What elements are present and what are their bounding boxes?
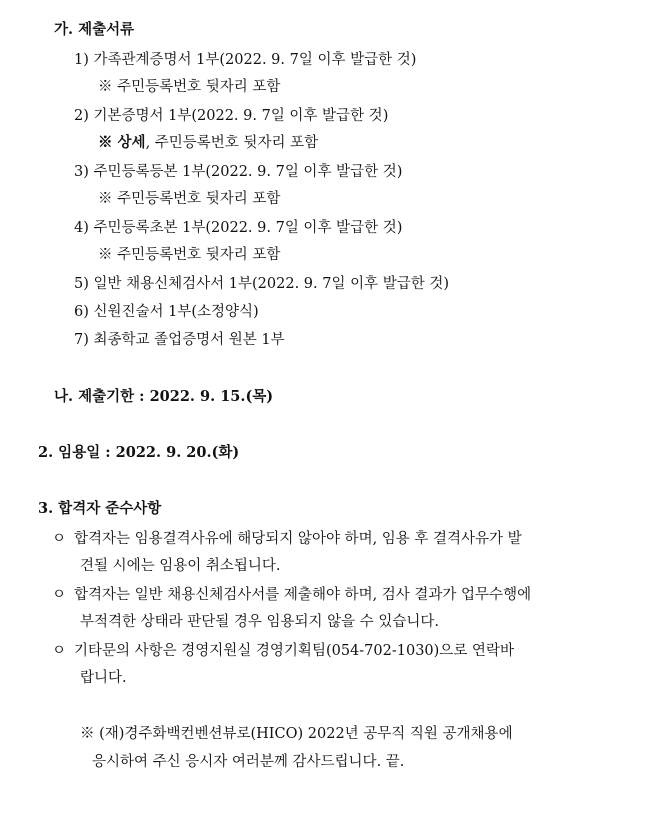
bullet-1-line1: 합격자는 임용결격사유에 해당되지 않아야 하며, 임용 후 결격사유가 발 [74, 531, 522, 547]
circle-bullet-icon: ㅇ [52, 643, 67, 659]
section-ga-title: 가. 제출서류 [54, 21, 135, 38]
doc-item-5: 5) 일반 채용신체검사서 1부(2022. 9. 7일 이후 발급한 것) [74, 276, 449, 292]
doc-item-7: 7) 최종학교 졸업증명서 원본 1부 [74, 332, 285, 348]
doc-item-2: 2) 기본증명서 1부(2022. 9. 7일 이후 발급한 것) [74, 108, 389, 124]
bullet-2 [52, 585, 531, 605]
closing-line-2: 응시하여 주신 응시자 여러분께 감사드립니다. 끝. [92, 754, 405, 770]
bullet-3-line1: 기타문의 사항은 경영지원실 경영기획팀(054-702-1030)으로 연락바 [74, 643, 514, 659]
doc-item-2-note [98, 133, 318, 153]
circle-bullet-icon: ㅇ [52, 587, 67, 603]
bullet-1-line2: 견될 시에는 임용이 취소됩니다. [80, 558, 281, 574]
doc-item-2-note-rest: , 주민등록번호 뒷자리 포함 [145, 135, 319, 151]
doc-item-1: 1) 가족관계증명서 1부(2022. 9. 7일 이후 발급한 것) [74, 52, 417, 68]
doc-item-4-note: ※ 주민등록번호 뒷자리 포함 [98, 247, 281, 263]
closing-line-1: ※ (재)경주화백컨벤션뷰로(HICO) 2022년 공무직 직원 공개채용에 [80, 726, 513, 742]
doc-item-1-note: ※ 주민등록번호 뒷자리 포함 [98, 79, 281, 95]
section-na-title: 나. 제출기한 : 2022. 9. 15.(목) [54, 388, 274, 405]
section-2-title: 2. 임용일 : 2022. 9. 20.(화) [38, 444, 240, 461]
section-3-title: 3. 합격자 준수사항 [38, 500, 162, 517]
bullet-3 [52, 641, 514, 661]
bullet-2-line2: 부적격한 상태라 판단될 경우 임용되지 않을 수 있습니다. [80, 614, 440, 630]
circle-bullet-icon: ㅇ [52, 531, 67, 547]
doc-item-2-note-bold: ※ 상세 [98, 134, 146, 151]
doc-item-3-note: ※ 주민등록번호 뒷자리 포함 [98, 191, 281, 207]
bullet-3-line2: 랍니다. [80, 670, 127, 686]
bullet-1 [52, 529, 522, 549]
doc-item-4: 4) 주민등록초본 1부(2022. 9. 7일 이후 발급한 것) [74, 220, 403, 236]
bullet-2-line1: 합격자는 일반 채용신체검사서를 제출해야 하며, 검사 결과가 업무수행에 [74, 587, 532, 603]
doc-item-6: 6) 신원진술서 1부(소정양식) [74, 304, 259, 320]
doc-item-3: 3) 주민등록등본 1부(2022. 9. 7일 이후 발급한 것) [74, 164, 403, 180]
